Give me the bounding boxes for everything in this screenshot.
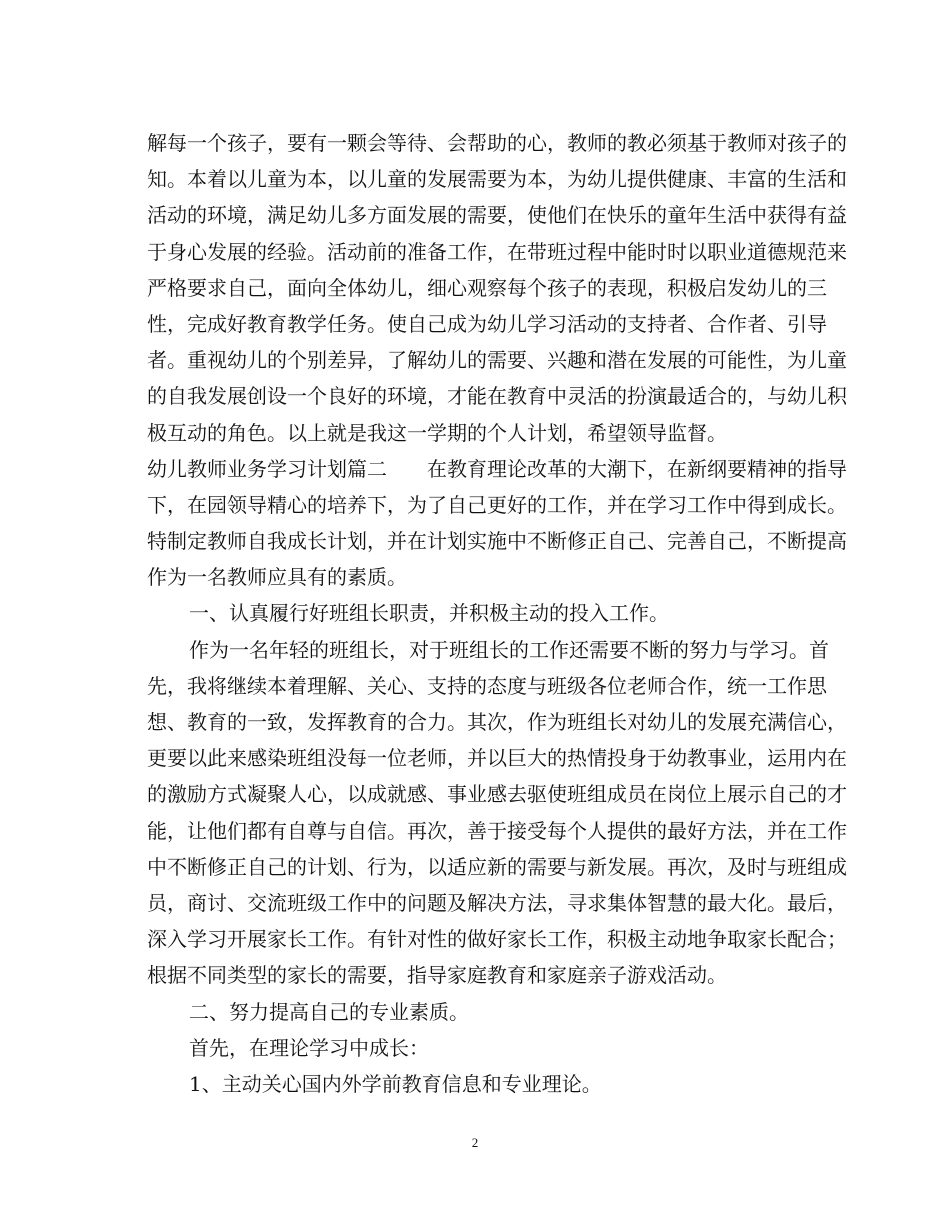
text-line: 员，商讨、交流班级工作中的问题及解决方法，寻求集体智慧的最大化。最后， xyxy=(147,890,847,915)
text-line: 下，在园领导精心的培养下，为了自己更好的工作，并在学习工作中得到成长。 xyxy=(147,492,847,517)
text-line: 性，完成好教育教学任务。使自己成为幼儿学习活动的支持者、合作者、引导 xyxy=(147,311,827,336)
text-line: 先，我将继续本着理解、关心、支持的态度与班级各位老师合作，统一工作思 xyxy=(147,673,827,698)
text-line: 根据不同类型的家长的需要，指导家庭教育和家庭亲子游戏活动。 xyxy=(147,963,727,988)
page-number: 2 xyxy=(471,1135,479,1150)
text-line: 想、教育的一致，发挥教育的合力。其次，作为班组长对幼儿的发展充满信心， xyxy=(147,710,847,734)
text-line: 中不断修正自己的计划、行为，以适应新的需要与新发展。再次，及时与班组成 xyxy=(147,854,847,879)
text-line: 解每一个孩子，要有一颗会等待、会帮助的心，教师的教必须基于教师对孩子的 xyxy=(147,131,847,155)
text-line: 作为一名教师应具有的素质。 xyxy=(147,565,407,590)
heading-two: 二、努力提高自己的专业素质。 xyxy=(189,999,469,1024)
section-heading-line xyxy=(147,451,847,487)
text-line: 活动的环境，满足幼儿多方面发展的需要，使他们在快乐的童年生活中获得有益 xyxy=(147,203,847,228)
text-line: 者。重视幼儿的个别差异，了解幼儿的需要、兴趣和潜在发展的可能性，为儿童 xyxy=(147,348,847,373)
text-line: 的自我发展创设一个良好的环境，才能在教育中灵活的扮演最适合的，与幼儿积 xyxy=(147,384,847,409)
text-line: 极互动的角色。以上就是我这一学期的个人计划，希望领导监督。 xyxy=(147,420,727,445)
text-line: 特制定教师自我成长计划，并在计划实施中不断修正自己、完善自己，不断提高 xyxy=(147,529,847,554)
text-line: 作为一名年轻的班组长，对于班组长的工作还需要不断的努力与学习。首 xyxy=(189,637,829,662)
text-line: 于身心发展的经验。活动前的准备工作，在带班过程中能时时以职业道德规范来 xyxy=(147,239,847,264)
section-text: 在教育理论改革的大潮下，在新纲要精神的指导 xyxy=(427,456,847,481)
text-line: 更要以此来感染班组没每一位老师，并以巨大的热情投身于幼教事业，运用内在 xyxy=(147,746,847,771)
text-line: 的激励方式凝聚人心，以成就感、事业感去驱使班组成员在岗位上展示自己的才 xyxy=(147,782,847,807)
text-line: 严格要求自己，面向全体幼儿，细心观察每个孩子的表现，积极启发幼儿的三 xyxy=(147,275,827,300)
sub-heading: 首先，在理论学习中成长： xyxy=(189,1035,429,1060)
text-line: 能，让他们都有自尊与自信。再次，善于接受每个人提供的最好方法，并在工作 xyxy=(147,818,847,843)
heading-one: 一、认真履行好班组长职责，并积极主动的投入工作。 xyxy=(189,601,669,626)
section-title: 幼儿教师业务学习计划篇二 xyxy=(147,456,387,481)
document-body xyxy=(147,125,847,1102)
text-line: 深入学习开展家长工作。有针对性的做好家长工作，积极主动地争取家长配合； xyxy=(147,927,847,952)
list-item: 1、主动关心国内外学前教育信息和专业理论。 xyxy=(189,1071,602,1096)
text-line: 知。本着以儿童为本，以儿童的发展需要为本，为幼儿提供健康、丰富的生活和 xyxy=(147,167,847,192)
